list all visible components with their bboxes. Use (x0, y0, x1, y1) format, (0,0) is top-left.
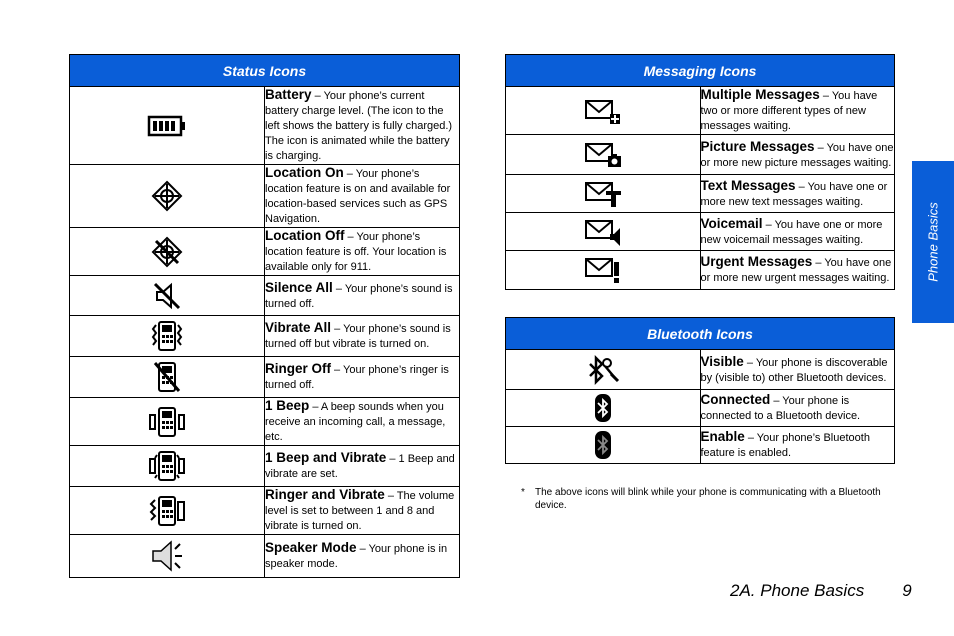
bluetooth-icons-table (505, 317, 895, 464)
footnote (521, 486, 881, 512)
table-row (70, 535, 460, 578)
table-row (70, 228, 460, 276)
row-name: Location Off (265, 228, 345, 243)
beep-and-vibrate-icon (70, 446, 265, 487)
row-description: – You have one or more new urgent messages waiting. (700, 257, 892, 284)
bluetooth-enabled-icon (506, 427, 701, 464)
table-row (506, 251, 895, 290)
table-row (506, 87, 895, 135)
row-description: – Your phone is connected to a Bluetooth device. (700, 395, 861, 422)
section-side-tab (912, 161, 954, 323)
bluetooth-icons-header: Bluetooth Icons (506, 318, 895, 350)
table-row (70, 87, 460, 165)
picture-messages-icon (506, 135, 701, 175)
page-number: 9 (902, 581, 912, 600)
row-description: – Your phone’s ringer is turned off. (265, 364, 449, 391)
row-name: Speaker Mode (265, 540, 357, 555)
table-row (70, 357, 460, 398)
row-name: Picture Messages (700, 138, 815, 154)
urgent-messages-icon (506, 251, 701, 290)
row-name: Silence All (265, 279, 333, 295)
row-description: – Your phone is in speaker mode. (265, 543, 448, 570)
side-tab-label: Phone Basics (925, 202, 941, 282)
row-name: 1 Beep (265, 398, 310, 413)
bluetooth-connected-icon (506, 390, 701, 427)
row-description: – Your phone’s location feature is on and available for location-based services such as GPS Navigation. (265, 168, 451, 225)
row-name: Voicemail (700, 215, 763, 231)
table-row (506, 390, 895, 427)
page-footer (730, 581, 912, 601)
row-name: Visible (700, 353, 744, 369)
row-name: Location On (265, 165, 344, 180)
row-description: – Your phone is discoverable by (visible to) other Bluetooth devices. (700, 356, 888, 384)
table-row (70, 276, 460, 316)
location-off-icon (70, 228, 265, 276)
row-description: – The volume level is set to between 1 and 8 and vibrate is turned on. (265, 490, 455, 532)
table-row (506, 350, 895, 390)
messaging-icons-header: Messaging Icons (506, 55, 895, 87)
battery-icon (70, 87, 265, 165)
row-description: – A beep sounds when you receive an incoming call, a message, etc. (265, 401, 446, 443)
footnote-text: The above icons will blink while your phone is communicating with a Bluetooth device. (535, 487, 881, 511)
row-name: Enable (700, 429, 745, 444)
table-row (70, 316, 460, 357)
row-name: Text Messages (700, 177, 796, 193)
status-icons-table (69, 54, 460, 578)
row-description: – Your phone’s sound is turned off. (265, 282, 453, 310)
messaging-icons-table (505, 54, 895, 290)
bluetooth-visible-icon (506, 350, 701, 390)
multiple-messages-icon (506, 87, 701, 135)
vibrate-all-icon (70, 316, 265, 357)
ringer-and-vibrate-icon (70, 487, 265, 535)
location-on-icon (70, 165, 265, 228)
row-description: – You have one or more new picture messages waiting. (700, 141, 894, 169)
row-description: – Your phone’s sound is turned off but vibrate is turned on. (265, 323, 451, 350)
row-name: Ringer and Vibrate (265, 487, 385, 502)
table-row (70, 487, 460, 535)
status-icons-header: Status Icons (70, 55, 460, 87)
table-row (506, 213, 895, 251)
one-beep-icon (70, 398, 265, 446)
ringer-off-icon (70, 357, 265, 398)
table-row (70, 398, 460, 446)
table-row (506, 427, 895, 464)
row-description: – You have two or more different types of new messages waiting. (700, 90, 878, 132)
table-row (506, 135, 895, 175)
text-messages-icon (506, 175, 701, 213)
footer-section-title: 2A. Phone Basics (730, 581, 865, 600)
row-name: Ringer Off (265, 361, 331, 376)
speaker-mode-icon (70, 535, 265, 578)
row-name: Urgent Messages (700, 254, 813, 269)
row-name: Multiple Messages (700, 87, 820, 102)
row-description: – You have one or more new voicemail messages waiting. (700, 218, 883, 246)
table-row (506, 175, 895, 213)
row-description: – Your phone’s Bluetooth feature is enabled. (700, 432, 870, 459)
voicemail-icon (506, 213, 701, 251)
row-name: Connected (700, 392, 771, 407)
row-description: – 1 Beep and vibrate are set. (265, 453, 455, 480)
silence-all-icon (70, 276, 265, 316)
row-name: Vibrate All (265, 320, 332, 335)
row-description: – Your phone’s current battery charge level. (The icon to the left shows the battery is fully charged.) The icon is animated while the battery is charging. (265, 90, 453, 162)
footnote-marker: * (521, 487, 525, 498)
table-row (70, 165, 460, 228)
row-name: Battery (265, 87, 312, 102)
row-name: 1 Beep and Vibrate (265, 450, 387, 465)
row-description: – Your phone’s location feature is off. Your location is available only for 911. (265, 231, 447, 273)
row-description: – You have one or more new text messages waiting. (700, 180, 888, 208)
table-row (70, 446, 460, 487)
